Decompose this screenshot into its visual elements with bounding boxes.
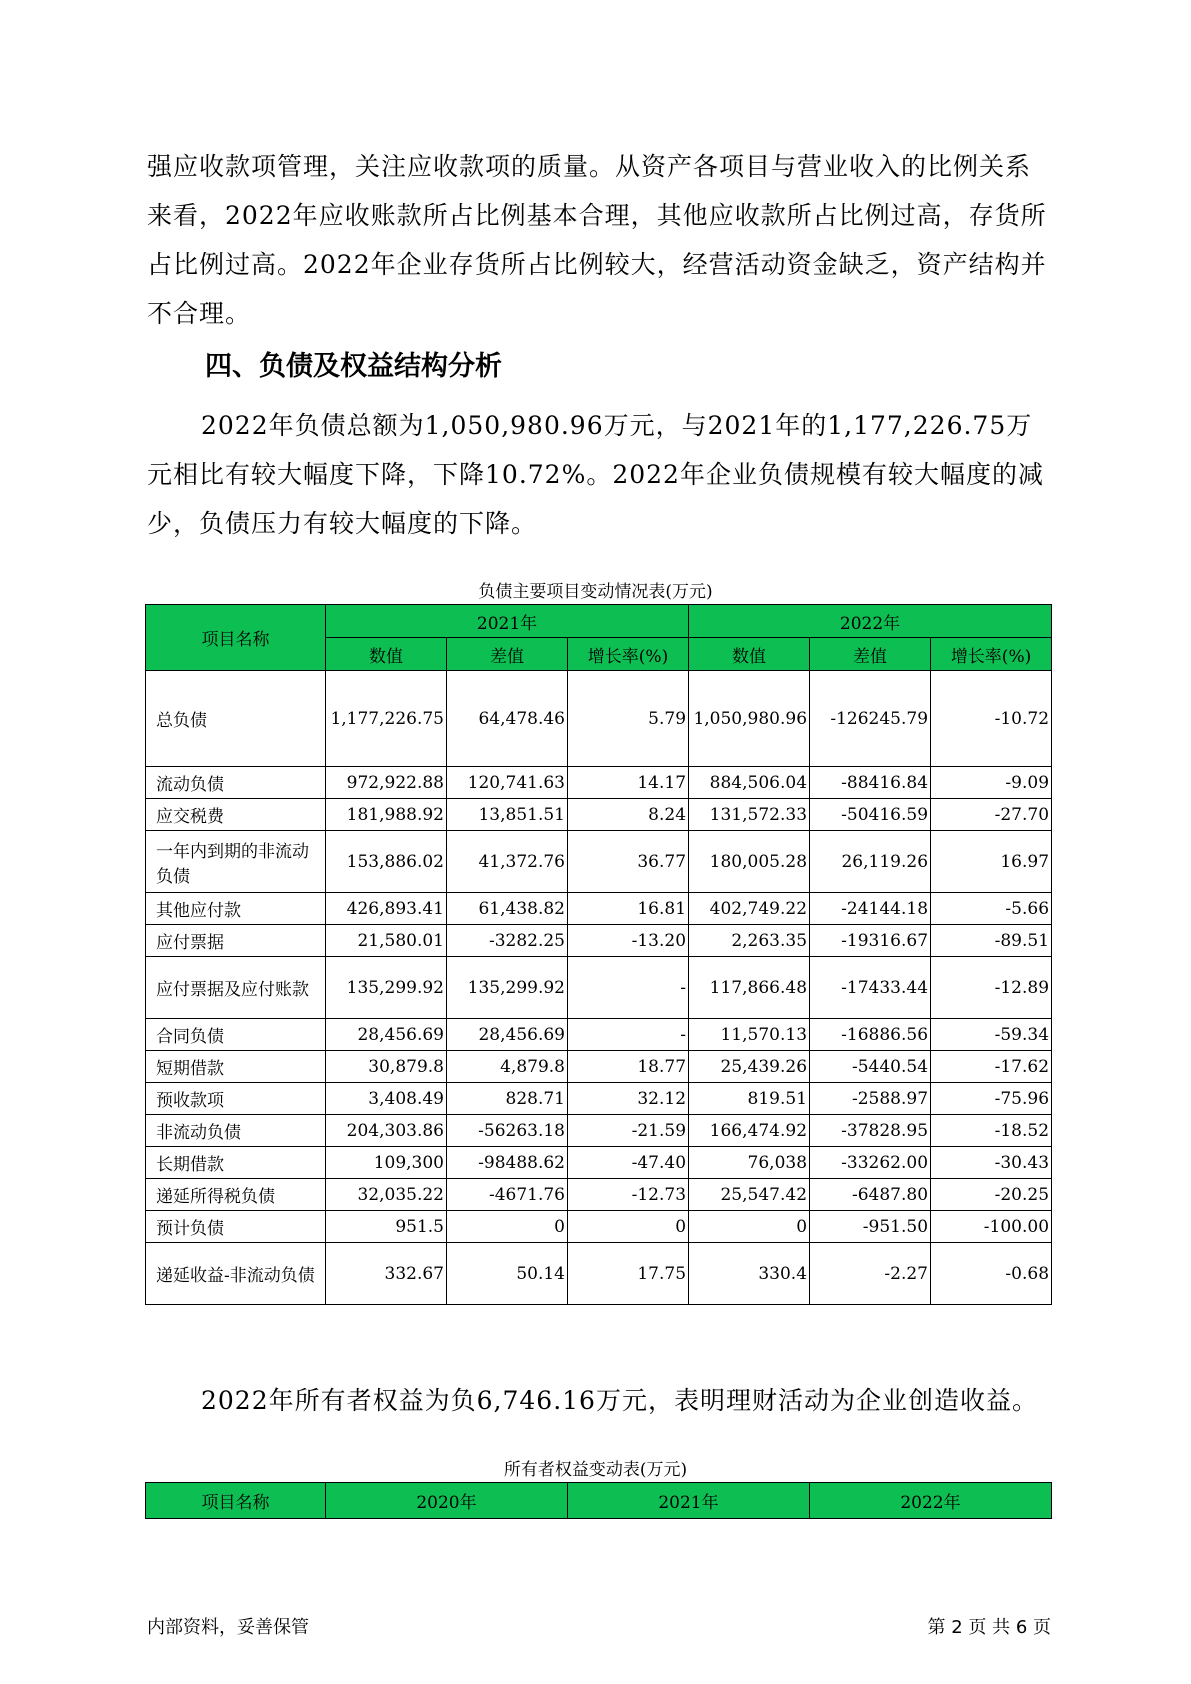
- subheader: 增长率(%): [931, 638, 1052, 671]
- row-value-cell: 330.4: [689, 1243, 810, 1305]
- subheader: 差值: [447, 638, 568, 671]
- paragraph-owner-equity: 2022年所有者权益为负6,746.16万元，表明理财活动为企业创造收益。: [201, 1386, 1038, 1415]
- header-item-name: 项目名称: [146, 605, 326, 671]
- row-value-cell: -12.89: [931, 957, 1052, 1019]
- row-value-cell: 0: [689, 1211, 810, 1243]
- row-value-cell: -: [568, 1019, 689, 1051]
- row-value-cell: -47.40: [568, 1147, 689, 1179]
- row-value-cell: 1,050,980.96: [689, 671, 810, 767]
- table-row: [146, 1019, 1052, 1051]
- row-item-name: 预收款项: [146, 1083, 326, 1115]
- row-value-cell: -5440.54: [810, 1051, 931, 1083]
- row-item-name: 一年内到期的非流动负债: [146, 831, 326, 893]
- row-value-cell: -75.96: [931, 1083, 1052, 1115]
- row-value-cell: -24144.18: [810, 893, 931, 925]
- row-value-cell: -6487.80: [810, 1179, 931, 1211]
- row-value-cell: 131,572.33: [689, 799, 810, 831]
- row-value-cell: 402,749.22: [689, 893, 810, 925]
- table-row: [146, 1051, 1052, 1083]
- row-item-name: 非流动负债: [146, 1115, 326, 1147]
- row-value-cell: -3282.25: [447, 925, 568, 957]
- row-value-cell: 26,119.26: [810, 831, 931, 893]
- table-row: [146, 893, 1052, 925]
- owner-header-2022: 2022年: [810, 1483, 1052, 1519]
- row-value-cell: 3,408.49: [326, 1083, 447, 1115]
- row-value-cell: -4671.76: [447, 1179, 568, 1211]
- row-value-cell: 16.81: [568, 893, 689, 925]
- table-row: [146, 671, 1052, 767]
- row-value-cell: -20.25: [931, 1179, 1052, 1211]
- row-value-cell: -12.73: [568, 1179, 689, 1211]
- row-item-name: 合同负债: [146, 1019, 326, 1051]
- header-year-2021: 2021年: [326, 605, 689, 638]
- row-item-name: 预计负债: [146, 1211, 326, 1243]
- liability-table: [145, 604, 1052, 1305]
- row-item-name: 其他应付款: [146, 893, 326, 925]
- row-value-cell: 64,478.46: [447, 671, 568, 767]
- row-value-cell: 884,506.04: [689, 767, 810, 799]
- row-value-cell: -10.72: [931, 671, 1052, 767]
- row-value-cell: 204,303.86: [326, 1115, 447, 1147]
- row-item-name: 短期借款: [146, 1051, 326, 1083]
- row-value-cell: 32,035.22: [326, 1179, 447, 1211]
- row-value-cell: 18.77: [568, 1051, 689, 1083]
- owner-header-2020: 2020年: [326, 1483, 568, 1519]
- subheader: 差值: [810, 638, 931, 671]
- table-row: [146, 1147, 1052, 1179]
- table-row: [146, 831, 1052, 893]
- row-value-cell: 5.79: [568, 671, 689, 767]
- row-value-cell: -56263.18: [447, 1115, 568, 1147]
- header-year-2022: 2022年: [689, 605, 1052, 638]
- footer-page-number: 第 2 页 共 6 页: [927, 1617, 1051, 1638]
- row-value-cell: -37828.95: [810, 1115, 931, 1147]
- row-value-cell: 32.12: [568, 1083, 689, 1115]
- row-value-cell: 21,580.01: [326, 925, 447, 957]
- row-value-cell: 181,988.92: [326, 799, 447, 831]
- row-item-name: 总负债: [146, 671, 326, 767]
- row-value-cell: -2.27: [810, 1243, 931, 1305]
- owner-header-item-name: 项目名称: [146, 1483, 326, 1519]
- paragraph-asset-structure: 强应收款项管理，关注应收款项的质量。从资产各项目与营业收入的比例关系来看，2022年应收账款所占比例基本合理，其他应收款所占比例过高，存货所占比例过高。2022年企业存货所占比例较大，经营活动资金缺乏，资产结构并不合理。: [147, 152, 1047, 328]
- row-value-cell: 14.17: [568, 767, 689, 799]
- table-row: [146, 1243, 1052, 1305]
- row-value-cell: -13.20: [568, 925, 689, 957]
- row-value-cell: -: [568, 957, 689, 1019]
- owner-header-2021: 2021年: [568, 1483, 810, 1519]
- row-value-cell: 180,005.28: [689, 831, 810, 893]
- row-value-cell: -33262.00: [810, 1147, 931, 1179]
- row-value-cell: -88416.84: [810, 767, 931, 799]
- table-row: [146, 1083, 1052, 1115]
- table-row: [146, 767, 1052, 799]
- row-value-cell: -5.66: [931, 893, 1052, 925]
- row-value-cell: 76,038: [689, 1147, 810, 1179]
- row-value-cell: -98488.62: [447, 1147, 568, 1179]
- row-value-cell: 16.97: [931, 831, 1052, 893]
- row-value-cell: 17.75: [568, 1243, 689, 1305]
- row-value-cell: 332.67: [326, 1243, 447, 1305]
- row-value-cell: 36.77: [568, 831, 689, 893]
- row-value-cell: 1,177,226.75: [326, 671, 447, 767]
- row-value-cell: -59.34: [931, 1019, 1052, 1051]
- row-value-cell: -30.43: [931, 1147, 1052, 1179]
- liability-table-caption: 负债主要项目变动情况表(万元): [478, 582, 713, 602]
- row-item-name: 应付票据: [146, 925, 326, 957]
- row-value-cell: 120,741.63: [447, 767, 568, 799]
- row-value-cell: -19316.67: [810, 925, 931, 957]
- section-heading: 四、负债及权益结构分析: [205, 351, 502, 382]
- row-value-cell: 61,438.82: [447, 893, 568, 925]
- row-value-cell: 28,456.69: [447, 1019, 568, 1051]
- footer-confidential: 内部资料，妥善保管: [147, 1617, 309, 1638]
- row-value-cell: -100.00: [931, 1211, 1052, 1243]
- row-value-cell: -951.50: [810, 1211, 931, 1243]
- row-value-cell: 117,866.48: [689, 957, 810, 1019]
- row-value-cell: -21.59: [568, 1115, 689, 1147]
- table-row: [146, 1211, 1052, 1243]
- owner-table-caption: 所有者权益变动表(万元): [503, 1460, 688, 1480]
- subheader: 增长率(%): [568, 638, 689, 671]
- row-value-cell: 28,456.69: [326, 1019, 447, 1051]
- row-value-cell: 13,851.51: [447, 799, 568, 831]
- row-item-name: 长期借款: [146, 1147, 326, 1179]
- row-value-cell: 972,922.88: [326, 767, 447, 799]
- row-value-cell: 41,372.76: [447, 831, 568, 893]
- row-value-cell: -89.51: [931, 925, 1052, 957]
- row-value-cell: 0: [568, 1211, 689, 1243]
- row-value-cell: 2,263.35: [689, 925, 810, 957]
- row-value-cell: 828.71: [447, 1083, 568, 1115]
- row-item-name: 递延收益-非流动负债: [146, 1243, 326, 1305]
- row-value-cell: 25,439.26: [689, 1051, 810, 1083]
- subheader: 数值: [326, 638, 447, 671]
- row-value-cell: 951.5: [326, 1211, 447, 1243]
- row-value-cell: 135,299.92: [326, 957, 447, 1019]
- row-value-cell: -27.70: [931, 799, 1052, 831]
- row-value-cell: 166,474.92: [689, 1115, 810, 1147]
- row-value-cell: -0.68: [931, 1243, 1052, 1305]
- row-value-cell: 819.51: [689, 1083, 810, 1115]
- table-row: [146, 799, 1052, 831]
- table-row: [146, 1115, 1052, 1147]
- row-value-cell: -126245.79: [810, 671, 931, 767]
- row-value-cell: -17433.44: [810, 957, 931, 1019]
- row-item-name: 流动负债: [146, 767, 326, 799]
- row-value-cell: 30,879.8: [326, 1051, 447, 1083]
- table-row: [146, 1179, 1052, 1211]
- row-value-cell: 135,299.92: [447, 957, 568, 1019]
- table-row: [146, 957, 1052, 1019]
- row-value-cell: 8.24: [568, 799, 689, 831]
- row-value-cell: -9.09: [931, 767, 1052, 799]
- row-value-cell: 0: [447, 1211, 568, 1243]
- table-row: [146, 925, 1052, 957]
- row-value-cell: -2588.97: [810, 1083, 931, 1115]
- row-value-cell: -17.62: [931, 1051, 1052, 1083]
- row-value-cell: 426,893.41: [326, 893, 447, 925]
- row-value-cell: 153,886.02: [326, 831, 447, 893]
- row-value-cell: 11,570.13: [689, 1019, 810, 1051]
- row-value-cell: 25,547.42: [689, 1179, 810, 1211]
- owner-equity-table: [145, 1482, 1052, 1519]
- row-value-cell: -16886.56: [810, 1019, 931, 1051]
- row-value-cell: 109,300: [326, 1147, 447, 1179]
- subheader: 数值: [689, 638, 810, 671]
- paragraph-liability-summary: 2022年负债总额为1,050,980.96万元，与2021年的1,177,226.75万元相比有较大幅度下降，下降10.72%。2022年企业负债规模有较大幅度的减少，负债压力有较大幅度的下降。: [147, 411, 1044, 538]
- row-item-name: 应付票据及应付账款: [146, 957, 326, 1019]
- row-item-name: 应交税费: [146, 799, 326, 831]
- row-item-name: 递延所得税负债: [146, 1179, 326, 1211]
- row-value-cell: -18.52: [931, 1115, 1052, 1147]
- row-value-cell: 50.14: [447, 1243, 568, 1305]
- row-value-cell: 4,879.8: [447, 1051, 568, 1083]
- row-value-cell: -50416.59: [810, 799, 931, 831]
